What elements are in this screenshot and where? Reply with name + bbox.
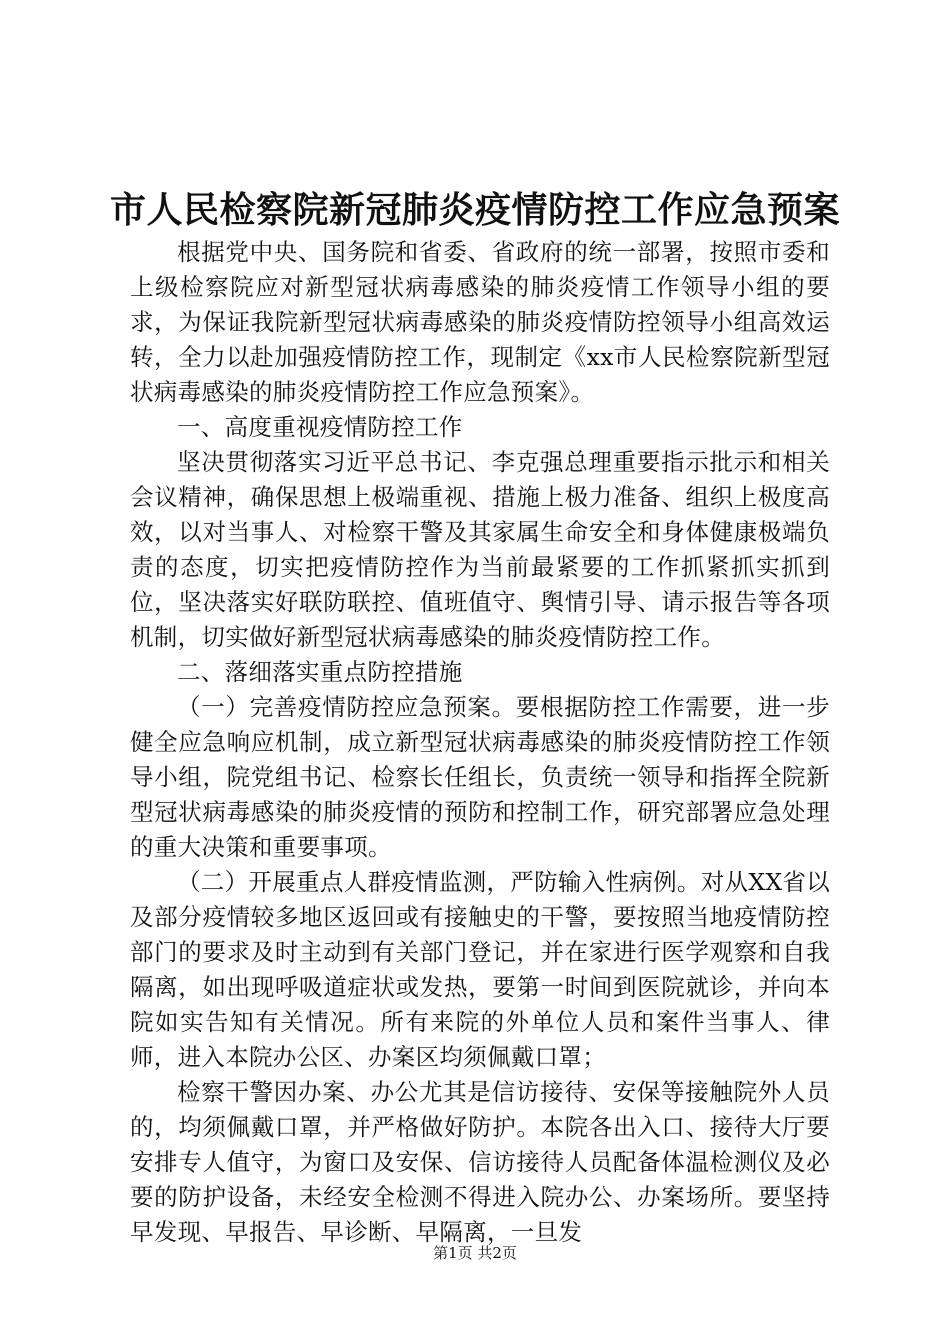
page-number-footer: 第1页 共2页	[433, 1244, 517, 1262]
section-2-item-2-continued-paragraph: 检察干警因办案、办公尤其是信访接待、安保等接触院外人员的，均须佩戴口罩，并严格做好防护。本院各出入口、接待大厅要安排专人值守，为窗口及安保、信访接待人员配备体温检测仪及必要的防护设备，未经安全检测不得进入院办公、办案场所。要坚持早发现、早报告、早诊断、早隔离，一旦发	[130, 1078, 830, 1246]
intro-paragraph: 根据党中央、国务院和省委、省政府的统一部署，按照市委和上级检察院应对新型冠状病毒感染的肺炎疫情工作领导小组的要求，为保证我院新型冠状病毒感染的肺炎疫情防控领导小组高效运转，全力以赴加强疫情防控工作，现制定《xx市人民检察院新型冠状病毒感染的肺炎疫情防控工作应急预案》。	[130, 238, 830, 406]
section-2-item-2-paragraph: （二）开展重点人群疫情监测，严防输入性病例。对从XX省以及部分疫情较多地区返回或有接触史的干警，要按照当地疫情防控部门的要求及时主动到有关部门登记，并在家进行医学观察和自我隔离，如出现呼吸道症状或发热，要第一时间到医院就诊，并向本院如实告知有关情况。所有来院的外单位人员和案件当事人、律师，进入本院办公区、办案区均须佩戴口罩；	[130, 868, 830, 1071]
document-body	[130, 235, 830, 1250]
section-1-paragraph: 坚决贯彻落实习近平总书记、李克强总理重要指示批示和相关会议精神，确保思想上极端重视、措施上极力准备、组织上极度高效，以对当事人、对检察干警及其家属生命安全和身体健康极端负责的态度，切实把疫情防控作为当前最紧要的工作抓紧抓实抓到位，坚决落实好联防联控、值班值守、舆情引导、请示报告等各项机制，切实做好新型冠状病毒感染的肺炎疫情防控工作。	[130, 448, 830, 651]
section-2-item-1-paragraph: （一）完善疫情防控应急预案。要根据防控工作需要，进一步健全应急响应机制，成立新型冠状病毒感染的肺炎疫情防控工作领导小组，院党组书记、检察长任组长，负责统一领导和指挥全院新型冠状病毒感染的肺炎疫情的预防和控制工作，研究部署应急处理的重大决策和重要事项。	[130, 693, 830, 861]
section-1-heading: 一、高度重视疫情防控工作	[177, 413, 463, 441]
section-2-heading: 二、落细落实重点防控措施	[177, 658, 463, 686]
document-title: 市人民检察院新冠肺炎疫情防控工作应急预案	[109, 189, 840, 231]
